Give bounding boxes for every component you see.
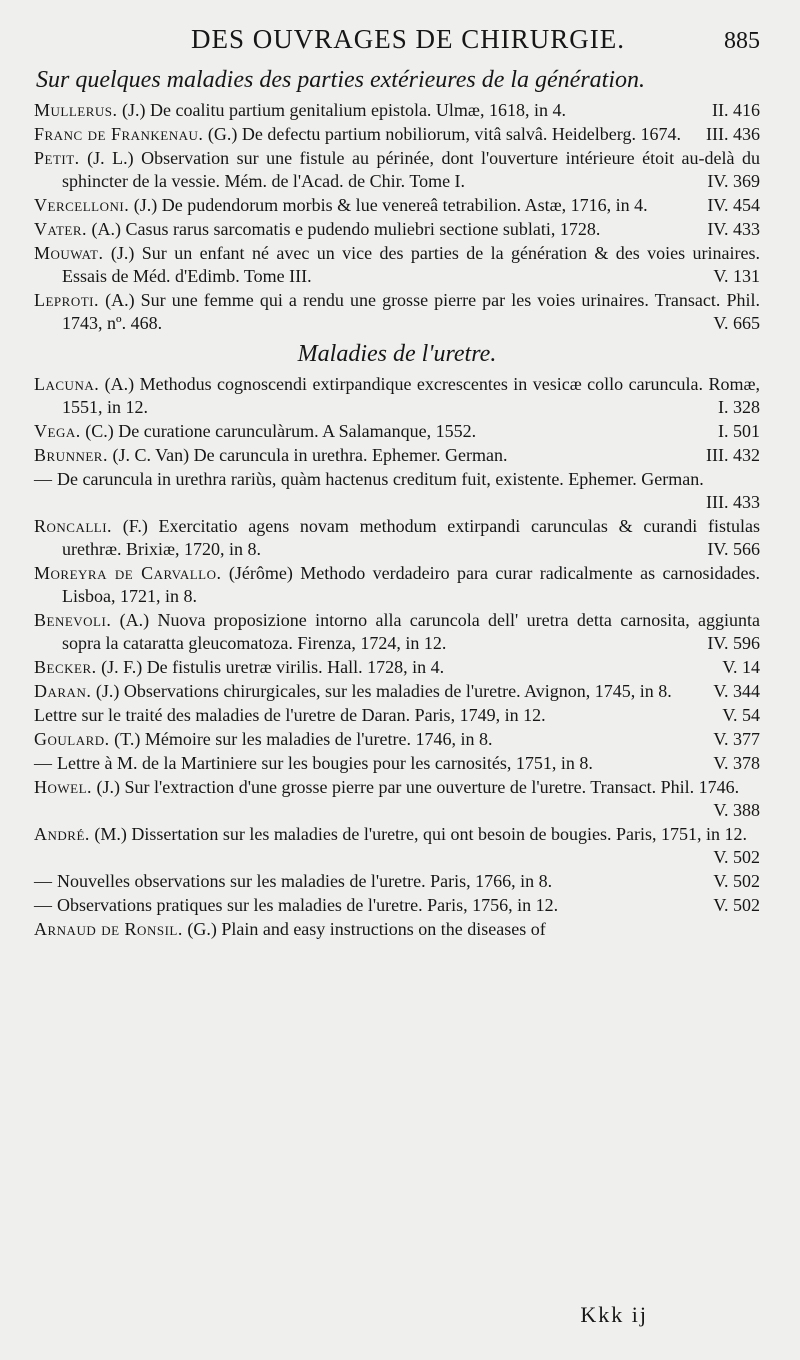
bibliography-entry: [34, 704, 760, 727]
bibliography-entry: [34, 656, 760, 679]
bibliography-body: [34, 62, 760, 941]
volume-page-ref: II. 416: [712, 100, 760, 120]
entry-text: Lettre sur le traité des maladies de l'uretre de Daran. Paris, 1749, in 12.: [34, 705, 546, 725]
entry-author: Moreyra de Carvallo.: [34, 563, 222, 583]
entry-text: (J.) Observations chirurgicales, sur les maladies de l'uretre. Avignon, 1745, in 8.: [95, 681, 672, 701]
bibliography-entry: [34, 894, 760, 917]
bibliography-entry: [34, 515, 760, 561]
entry-text: (J. F.) De fistulis uretræ virilis. Hall. 1728, in 4.: [101, 657, 445, 677]
volume-page-ref: V. 344: [713, 681, 760, 701]
volume-page-ref: III. 432: [706, 445, 760, 465]
entry-author: Howel.: [34, 777, 93, 797]
entry-text: (A.) Nuova proposizione intorno alla caruncola dell' uretra detta carnosita, aggiunta sopra la cataratta gleucomatoza. Firenza, 1724, in 12.: [62, 610, 761, 653]
entry-text: (J.) De pudendorum morbis & lue venereâ tetrabilion. Astæ, 1716, in 4.: [133, 195, 648, 215]
volume-page-ref: IV. 369: [707, 171, 760, 191]
entry-text: (J.) Sur l'extraction d'une grosse pierre par une ouverture de l'uretre. Transact. Phil. 1746.: [96, 777, 740, 797]
entry-text: De caruncula in urethra rariùs, quàm hactenus creditum fuit, existente. Ephemer. German.: [57, 469, 704, 489]
entry-author: Roncalli.: [34, 516, 113, 536]
bibliography-entry: [34, 918, 760, 941]
bibliography-entry: [34, 218, 760, 241]
bibliography-entry: [34, 562, 760, 608]
entry-text: (Jérôme) Methodo verdadeiro para curar radicalmente as carnosidades. Lisboa, 1721, in 8.: [62, 563, 760, 606]
entry-text: Lettre à M. de la Martiniere sur les bougies pour les carnosités, 1751, in 8.: [57, 753, 593, 773]
running-head: [34, 24, 760, 62]
bibliography-entry: [34, 468, 760, 514]
bibliography-entry: [34, 242, 760, 288]
entry-text: (G.) Plain and easy instructions on the diseases of: [187, 919, 546, 939]
bibliography-entry: [34, 680, 760, 703]
bibliography-entry: [34, 609, 760, 655]
entry-text: (J.) De coalitu partium genitalium epistola. Ulmæ, 1618, in 4.: [122, 100, 566, 120]
bibliography-entry: [34, 147, 760, 193]
volume-page-ref: V. 388: [713, 800, 760, 820]
volume-page-ref: V. 502: [713, 895, 760, 915]
entry-author: Franc de Frankenau.: [34, 124, 204, 144]
entry-author: —: [34, 753, 53, 773]
running-title: DES OUVRAGES DE CHIRURGIE.: [190, 24, 625, 54]
entry-text: (J.) Sur un enfant né avec un vice des parties de la génération & des voies urinaires. Essais de Méd. d'Edimb. Tome III.: [62, 243, 761, 286]
entry-text: (A.) Casus rarus sarcomatis e pudendo muliebri sectione sublati, 1728.: [91, 219, 601, 239]
entry-author: Arnaud de Ronsil.: [34, 919, 183, 939]
volume-page-ref: I. 328: [718, 397, 760, 417]
section-title: Maladies de l'uretre.: [297, 341, 497, 367]
entry-text: (T.) Mémoire sur les maladies de l'uretre. 1746, in 8.: [114, 729, 493, 749]
entry-author: Brunner.: [34, 445, 108, 465]
volume-page-ref: IV. 433: [707, 219, 760, 239]
entry-text: (C.) De curatione carunculàrum. A Salamanque, 1552.: [85, 421, 477, 441]
bibliography-entry: [34, 99, 760, 122]
entry-author: Daran.: [34, 681, 92, 701]
entry-author: Becker.: [34, 657, 97, 677]
entry-author: —: [34, 469, 53, 489]
entry-author: Goulard.: [34, 729, 110, 749]
volume-page-ref: V. 54: [722, 705, 760, 725]
entry-author: Vercelloni.: [34, 195, 130, 215]
entry-author: Leproti.: [34, 290, 99, 310]
entry-author: André.: [34, 824, 90, 844]
volume-page-ref: V. 377: [713, 729, 760, 749]
volume-page-ref: V. 14: [722, 657, 760, 677]
entry-author: —: [34, 871, 53, 891]
volume-page-ref: V. 502: [713, 847, 760, 867]
volume-page-ref: I. 501: [718, 421, 760, 441]
section-title: Sur quelques maladies des parties extérieures de la génération.: [36, 67, 645, 93]
page-number: 885: [724, 28, 760, 54]
volume-page-ref: III. 436: [706, 124, 760, 144]
volume-page-ref: III. 433: [706, 492, 760, 512]
entry-text: (J. L.) Observation sur une fistule au périnée, dont l'ouverture intérieure étoit au-delà du sphincter de la vessie. Mém. de l'Acad. de Chir. Tome I.: [62, 148, 761, 191]
volume-page-ref: IV. 566: [707, 539, 760, 559]
entry-text: Observations pratiques sur les maladies de l'uretre. Paris, 1756, in 12.: [57, 895, 559, 915]
entry-text: Nouvelles observations sur les maladies de l'uretre. Paris, 1766, in 8.: [57, 871, 553, 891]
volume-page-ref: V. 131: [713, 266, 760, 286]
bibliography-entry: [34, 420, 760, 443]
entry-text: (F.) Exercitatio agens novam methodum extirpandi carunculas & curandi fistulas urethræ. Brixiæ, 1720, in 8.: [62, 516, 761, 559]
entry-text: (J. C. Van) De caruncula in urethra. Ephemer. German.: [112, 445, 508, 465]
entry-text: (M.) Dissertation sur les maladies de l'uretre, qui ont besoin de bougies. Paris, 1751, in 12.: [94, 824, 748, 844]
volume-page-ref: V. 502: [713, 871, 760, 891]
volume-page-ref: IV. 454: [707, 195, 760, 215]
bibliography-entry: [34, 870, 760, 893]
entry-author: Mullerus.: [34, 100, 118, 120]
volume-page-ref: IV. 596: [707, 633, 760, 653]
entry-author: Vega.: [34, 421, 81, 441]
bibliography-entry: [34, 444, 760, 467]
bibliography-entry: [34, 752, 760, 775]
bibliography-entry: [34, 776, 760, 822]
bibliography-entry: [34, 194, 760, 217]
bibliography-entry: [34, 373, 760, 419]
entry-author: Mouwat.: [34, 243, 104, 263]
bibliography-entry: [34, 728, 760, 751]
bibliography-entry: [34, 289, 760, 335]
bibliography-entry: [34, 823, 760, 869]
entry-text: (A.) Sur une femme qui a rendu une grosse pierre par les voies urinaires. Transact. Phil. 1743, nº. 468.: [62, 290, 760, 333]
entry-author: Vater.: [34, 219, 87, 239]
entry-text: (A.) Methodus cognoscendi extirpandique excrescentes in vesicæ collo caruncula. Romæ, 1551, in 12.: [62, 374, 760, 417]
volume-page-ref: V. 665: [713, 313, 760, 333]
bibliography-entry: [34, 123, 760, 146]
entry-author: Lacuna.: [34, 374, 100, 394]
volume-page-ref: V. 378: [713, 753, 760, 773]
entry-author: —: [34, 895, 53, 915]
entry-text: (G.) De defectu partium nobiliorum, vitâ salvâ. Heidelberg. 1674.: [207, 124, 681, 144]
signature-mark: Kkk ij: [580, 1302, 648, 1327]
entry-author: Petit.: [34, 148, 80, 168]
entry-author: Benevoli.: [34, 610, 112, 630]
